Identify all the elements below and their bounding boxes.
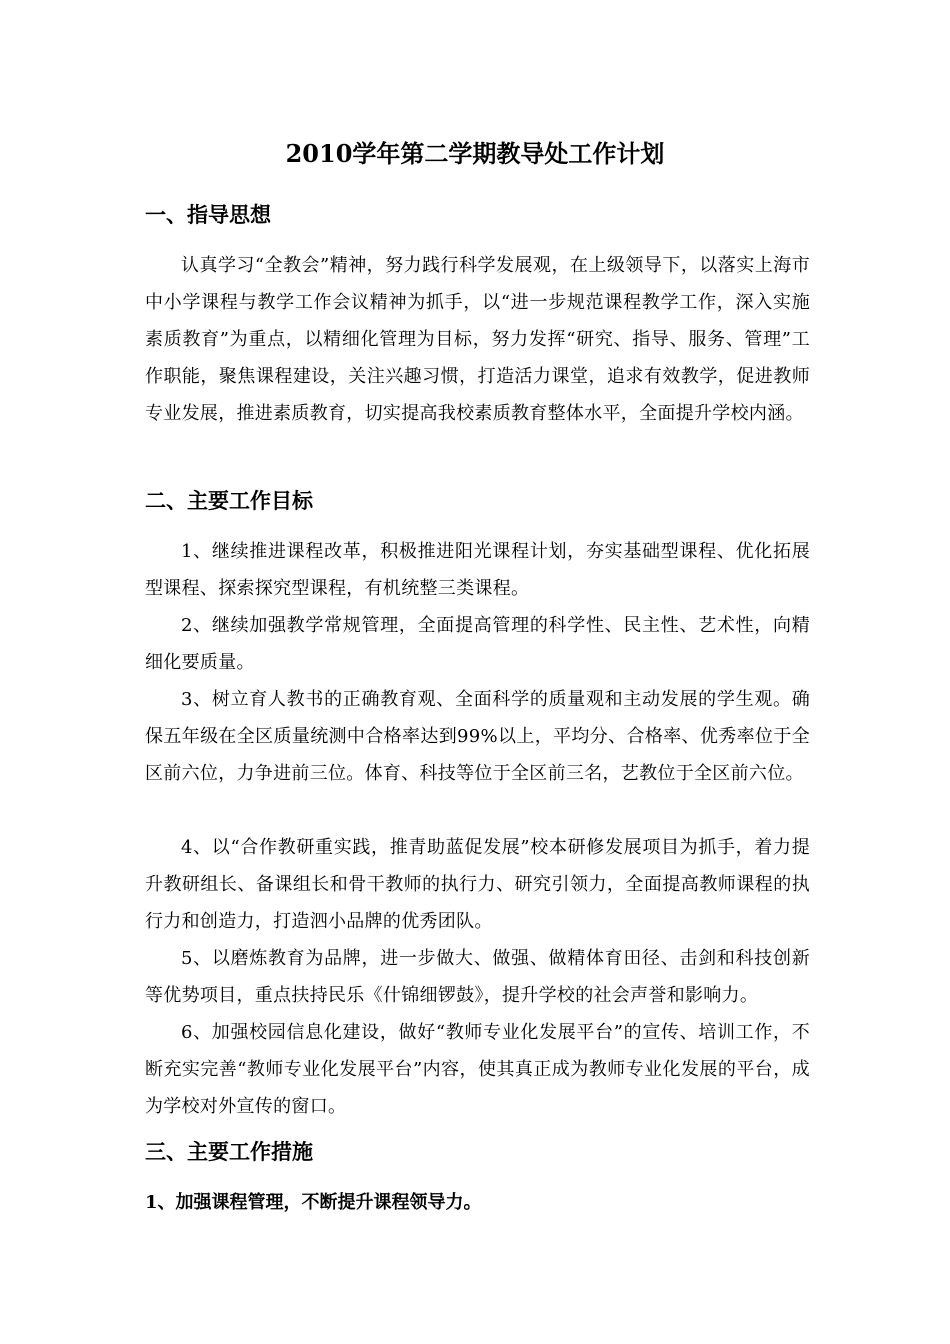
subheading-curriculum-management: 1、加强课程管理，不断提升课程领导力。: [145, 1192, 482, 1213]
paragraph-goal-6: 6、加强校园信息化建设，做好“教师专业化发展平台”的宣传、培训工作，不断充实完善“教师专业化发展平台”内容，使其真正成为教师专业化发展的平台，成为学校对外宣传的窗口。: [145, 1022, 810, 1117]
section-heading-main-measures: 三、主要工作措施: [145, 1139, 313, 1164]
paragraph-goal-5: 5、以磨炼教育为品牌，进一步做大、做强、做精体育田径、击剑和科技创新等优势项目，重点扶持民乐《什锦细锣鼓》，提升学校的社会声誉和影响力。: [145, 948, 810, 1006]
paragraph-guiding-thought: 认真学习“全教会”精神，努力践行科学发展观，在上级领导下，以落实上海市中小学课程与教学工作会议精神为抓手，以“进一步规范课程教学工作，深入实施素质教育”为重点，以精细化管理为目标，努力发挥“研究、指导、服务、管理”工作职能，聚焦课程建设，关注兴趣习惯，打造活力课堂，追求有效教学，促进教师专业发展，推进素质教育，切实提高我校素质教育整体水平，全面提升学校内涵。: [145, 255, 810, 424]
document-title: 2010学年第二学期教导处工作计划: [285, 139, 665, 168]
section-heading-main-goals: 二、主要工作目标: [145, 488, 313, 513]
section-heading-guiding-thought: 一、指导思想: [145, 202, 271, 227]
paragraph-goal-4: 4、以“合作教研重实践，推青助蓝促发展”校本研修发展项目为抓手，着力提升教研组长、备课组长和骨干教师的执行力、研究引领力，全面提高教师课程的执行力和创造力，打造泗小品牌的优秀团队。: [145, 837, 810, 932]
paragraph-goal-2: 2、继续加强教学常规管理，全面提高管理的科学性、民主性、艺术性，向精细化要质量。: [145, 615, 810, 673]
paragraph-goal-1: 1、继续推进课程改革，积极推进阳光课程计划，夯实基础型课程、优化拓展型课程、探索探究型课程，有机统整三类课程。: [145, 541, 810, 599]
paragraph-goal-3: 3、树立育人教书的正确教育观、全面科学的质量观和主动发展的学生观。确保五年级在全区质量统测中合格率达到99%以上，平均分、合格率、优秀率位于全区前六位，力争进前三位。体育、科技等位于全区前三名，艺教位于全区前六位。: [145, 689, 810, 784]
